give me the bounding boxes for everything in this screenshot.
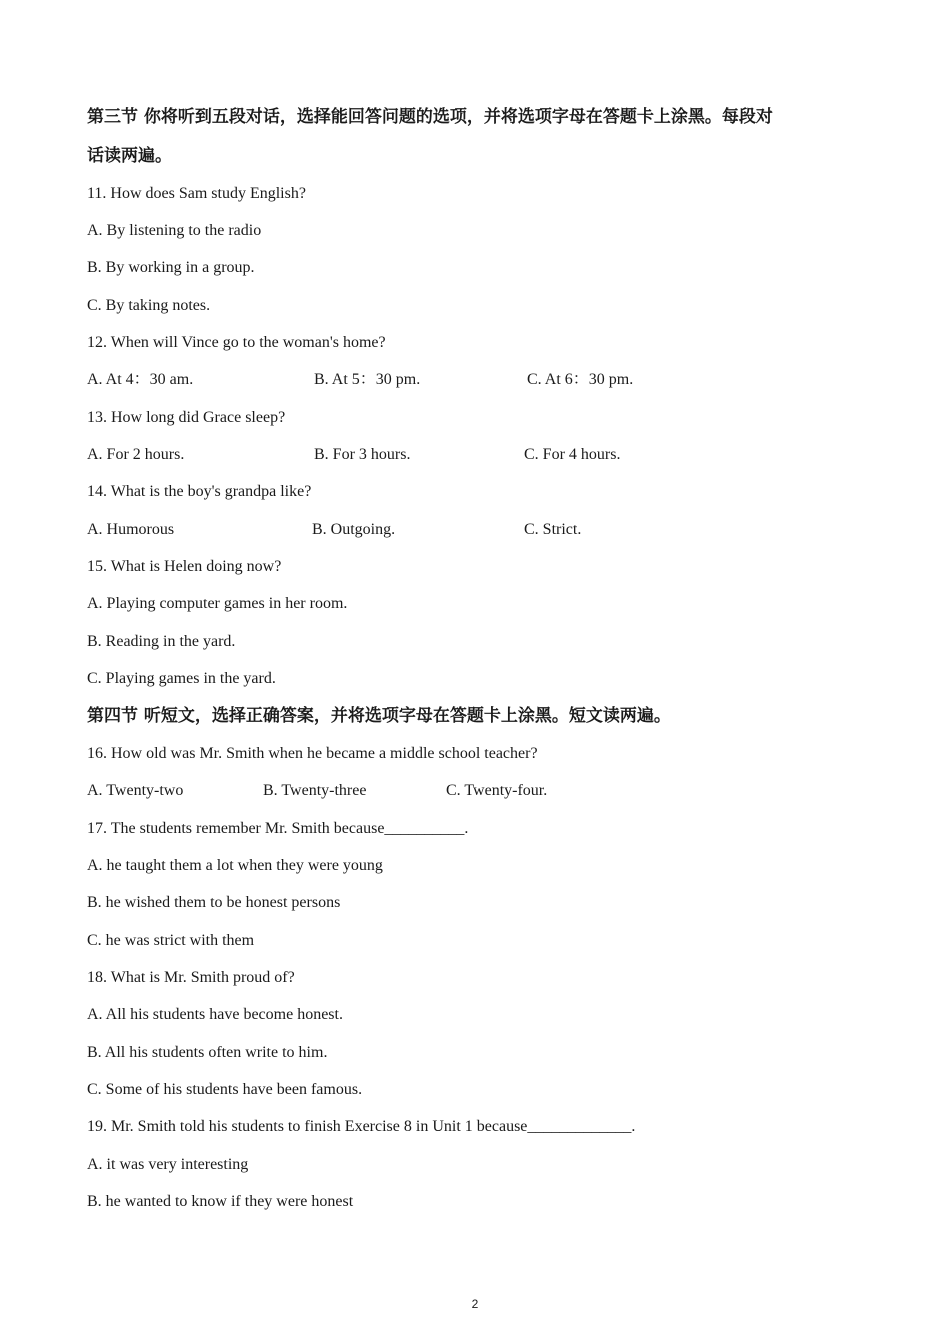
section4-heading: 第四节 听短文，选择正确答案，并将选项字母在答题卡上涂黑。短文读两遍。 xyxy=(87,706,671,726)
q12-option-a: A. At 4：30 am. xyxy=(87,371,194,388)
q15-option-c: C. Playing games in the yard. xyxy=(87,670,276,687)
q16-question: 16. How old was Mr. Smith when he became a middle school teacher? xyxy=(87,745,538,762)
q18-option-b: B. All his students often write to him. xyxy=(87,1044,328,1061)
q16-option-c: C. Twenty-four. xyxy=(446,782,548,799)
section3-heading-line1: 第三节 你将听到五段对话，选择能回答问题的选项，并将选项字母在答题卡上涂黑。每段对 xyxy=(87,107,773,127)
q15-option-b: B. Reading in the yard. xyxy=(87,633,236,650)
q18-question: 18. What is Mr. Smith proud of? xyxy=(87,969,295,986)
q14-option-c: C. Strict. xyxy=(524,521,582,538)
q19-question: 19. Mr. Smith told his students to finish Exercise 8 in Unit 1 because_____________. xyxy=(87,1118,636,1135)
q19-option-b: B. he wanted to know if they were honest xyxy=(87,1193,354,1210)
q16-option-a: A. Twenty-two xyxy=(87,782,184,799)
q14-question: 14. What is the boy's grandpa like? xyxy=(87,483,312,500)
q17-option-c: C. he was strict with them xyxy=(87,932,255,949)
q19-option-a: A. it was very interesting xyxy=(87,1156,249,1173)
q13-question: 13. How long did Grace sleep? xyxy=(87,409,286,426)
q12-option-b: B. At 5：30 pm. xyxy=(314,371,421,388)
q14-option-a: A. Humorous xyxy=(87,521,175,538)
section3-heading-line2: 话读两遍。 xyxy=(87,146,172,166)
q17-option-a: A. he taught them a lot when they were young xyxy=(87,857,383,874)
q17-option-b: B. he wished them to be honest persons xyxy=(87,894,341,911)
q11-option-c: C. By taking notes. xyxy=(87,297,211,314)
q11-question: 11. How does Sam study English? xyxy=(87,185,306,202)
q17-question: 17. The students remember Mr. Smith because__________. xyxy=(87,820,469,837)
q15-question: 15. What is Helen doing now? xyxy=(87,558,282,575)
q18-option-a: A. All his students have become honest. xyxy=(87,1006,343,1023)
q13-option-b: B. For 3 hours. xyxy=(314,446,411,463)
q13-option-a: A. For 2 hours. xyxy=(87,446,185,463)
page-number: 2 xyxy=(471,1297,479,1311)
q12-question: 12. When will Vince go to the woman's home? xyxy=(87,334,386,351)
q18-option-c: C. Some of his students have been famous. xyxy=(87,1081,363,1098)
q13-option-c: C. For 4 hours. xyxy=(524,446,621,463)
q11-option-b: B. By working in a group. xyxy=(87,259,255,276)
q14-option-b: B. Outgoing. xyxy=(312,521,396,538)
q12-option-c: C. At 6：30 pm. xyxy=(527,371,634,388)
q15-option-a: A. Playing computer games in her room. xyxy=(87,595,348,612)
q11-option-a: A. By listening to the radio xyxy=(87,222,262,239)
q16-option-b: B. Twenty-three xyxy=(263,782,367,799)
